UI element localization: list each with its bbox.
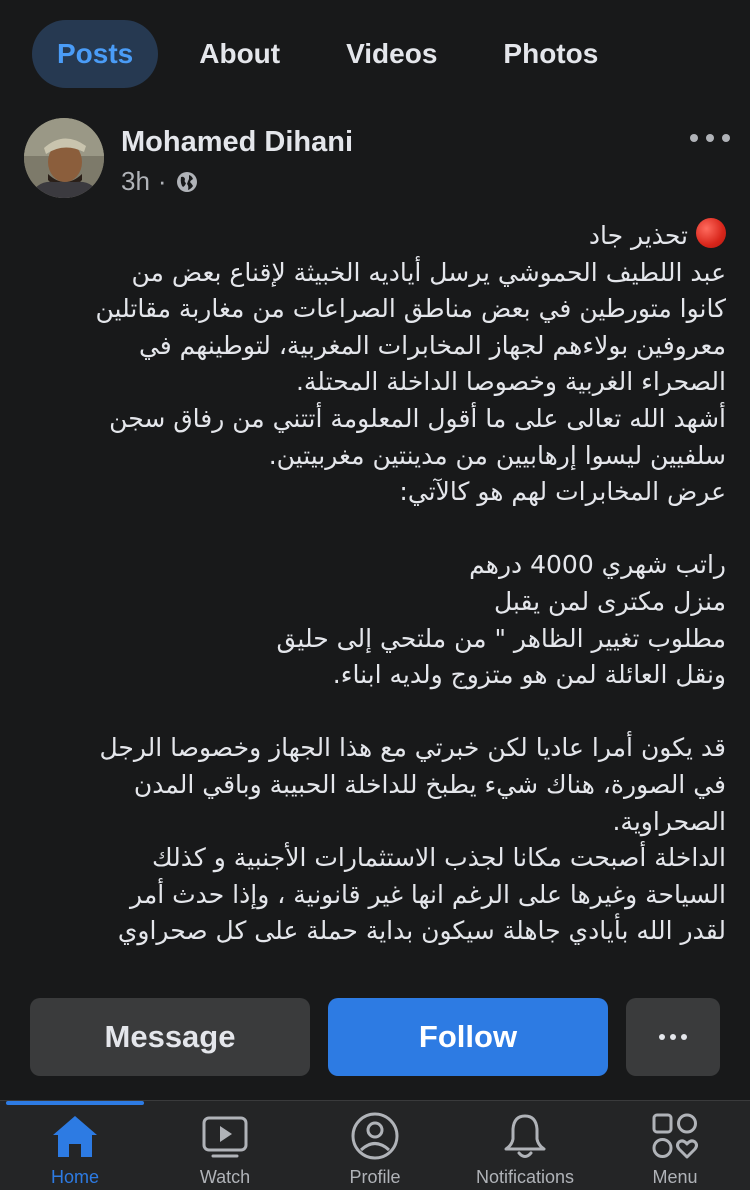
ellipsis-dot	[681, 1034, 687, 1040]
nav-label: Watch	[199, 1167, 251, 1187]
follow-button[interactable]: Follow	[328, 998, 608, 1076]
post-line	[30, 218, 726, 255]
post-line: راتب شهري 4000 درهم	[469, 550, 726, 580]
bell-icon	[500, 1111, 550, 1161]
ellipsis-dot	[706, 134, 714, 142]
profile-icon	[350, 1111, 400, 1161]
nav-menu[interactable]	[600, 1101, 750, 1190]
post-time[interactable]: 3h	[121, 166, 150, 196]
nav-watch[interactable]	[150, 1101, 300, 1190]
post-line: الصحراوية.	[612, 806, 726, 836]
meta-separator: ·	[157, 166, 167, 196]
bottom-navigation	[0, 1100, 750, 1190]
post-options-button[interactable]	[690, 126, 730, 150]
tab-videos[interactable]: Videos	[346, 38, 438, 69]
ellipsis-dot	[722, 134, 730, 142]
post-line-text: تحذير جاد	[588, 221, 688, 250]
post-line: عرض المخابرات لهم هو كالآتي:	[399, 477, 726, 507]
ellipsis-dot	[690, 134, 698, 142]
post-meta	[121, 166, 199, 197]
post-line	[30, 511, 726, 548]
post-line: عبد اللطيف الحموشي يرسل أياديه الخبيثة لإقناع بعض من	[131, 257, 726, 287]
post-line: منزل مكترى لمن يقبل	[493, 586, 726, 616]
post-line: قد يكون أمرا عاديا لكن خبرتي مع هذا الجهاز وخصوصا الرجل	[99, 733, 726, 763]
home-icon	[50, 1111, 100, 1161]
ellipsis-dot	[670, 1034, 676, 1040]
ellipsis-icon	[659, 1034, 687, 1040]
profile-tabs	[32, 20, 750, 88]
post-line: الصحراء الغربية وخصوصا الداخلة المحتلة.	[295, 367, 726, 397]
nav-label: Notifications	[475, 1167, 575, 1187]
tab-photos[interactable]: Photos	[503, 38, 599, 69]
avatar-photo	[24, 118, 104, 198]
post-header	[24, 118, 730, 200]
menu-icon	[650, 1111, 700, 1161]
post-line: سلفيين ليسوا إرهابيين من مدينتين مغربيتين.	[268, 440, 726, 470]
post-line: في الصورة، هناك شيء يطبخ للداخلة الحبيبة وباقي المدن	[133, 769, 726, 799]
post-line	[30, 694, 726, 731]
red-circle-icon	[696, 218, 726, 248]
post-line: ونقل العائلة لمن هو متزوج ولديه ابناء.	[332, 660, 726, 690]
nav-profile[interactable]	[300, 1101, 450, 1190]
post-line: لقدر الله بأيادي جاهلة سيكون بداية حملة على كل صحراوي	[117, 916, 726, 946]
post-line: معروفين بولاءهم لجهاز المخابرات المغربية، لتوطينهم في	[138, 330, 726, 360]
post-line: السياحة وغيرها على الرغم انها غير قانونية ، وإذا حدث أمر	[130, 879, 726, 909]
post-line: الداخلة أصبحت مكانا لجذب الاستثمارات الأجنبية و كذلك	[152, 843, 726, 873]
globe-icon	[175, 170, 199, 194]
nav-notifications[interactable]	[450, 1101, 600, 1190]
tab-posts[interactable]: Posts	[32, 20, 158, 88]
post-line: كانوا متورطين في بعض مناطق الصراعات من مغاربة مقاتلين	[95, 294, 726, 324]
nav-label: Profile	[349, 1167, 401, 1187]
nav-home[interactable]	[0, 1101, 150, 1190]
nav-label: Menu	[652, 1167, 698, 1187]
more-actions-button[interactable]	[626, 998, 720, 1076]
ellipsis-dot	[659, 1034, 665, 1040]
profile-action-bar	[0, 984, 750, 1100]
message-button[interactable]: Message	[30, 998, 310, 1076]
watch-icon	[200, 1111, 250, 1161]
tab-about[interactable]: About	[199, 38, 281, 69]
post-line: مطلوب تغيير الظاهر " من ملتحي إلى حليق	[276, 623, 726, 653]
nav-label: Home	[50, 1167, 99, 1187]
author-name[interactable]: Mohamed Dihani	[121, 126, 354, 158]
avatar[interactable]	[24, 118, 104, 198]
post-text	[30, 218, 726, 974]
post-line: أشهد الله تعالى على ما أقول المعلومة أتتني من رفاق سجن	[109, 403, 726, 433]
